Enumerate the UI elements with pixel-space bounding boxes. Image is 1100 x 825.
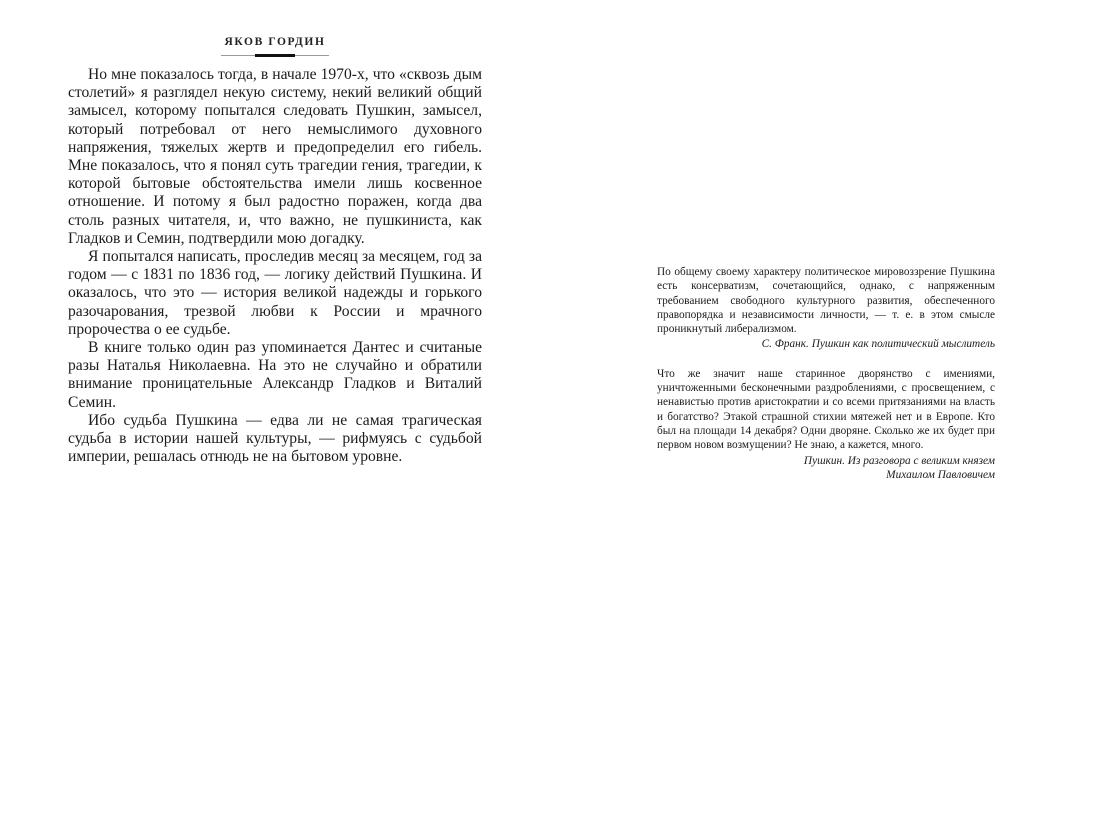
epigraph-source-line-1: Пушкин. Из разговора с великим князем [803, 454, 995, 467]
paragraph: Я попытался написать, проследив месяц за месяцем, год за годом — с 1831 по 1836 год, — логику действий Пушкина. И оказалось, что это — история великой надежды и горького разочарования, трезвой любви к России и мрачного пророчества о ее судьбе. [68, 248, 482, 338]
epigraph-text: Что же значит наше старинное дворянство с имениями, уничтоженными бесконечными раздроблениями, с просвещением, с ненавистью против аристократии и со всеми притязаниями на власть и богатство? Этакой страшной стихии мятежей нет и в Европе. Кто был на площади 14 декабря? Одни дворяне. Сколько же их будет при первом новом возмущении? Не знаю, а кажется, много. [657, 367, 995, 452]
epigraph-frank [657, 265, 995, 352]
running-head-rule-accent [255, 54, 295, 57]
right-page [550, 0, 1100, 825]
paragraph: Но мне показалось тогда, в начале 1970-х, что «сквозь дым столетий» я разглядел некую систему, некий великий общий замысел, которому попытался следовать Пушкин, замысел, который потребовал от него немыслимого духовного напряжения, тяжелых жертв и предопределил его гибель. Мне показалось, что я понял суть трагедии гения, трагедии, к которой бытовые обстоятельства имели лишь косвенное отношение. И потому я был радостно поражен, когда два столь разных читателя, и, что важно, не пушкиниста, как Гладков и Семин, подтвердили мою догадку. [68, 66, 482, 247]
paragraph: В книге только один раз упоминается Дантес и считаные разы Наталья Николаевна. На это не случайно и обратили внимание проницательные Александр Гладков и Виталий Семин. [68, 339, 482, 411]
running-head: ЯКОВ ГОРДИН [224, 36, 326, 48]
paragraph: Ибо судьба Пушкина — едва ли не самая трагическая судьба в истории нашей культуры, — рифмуясь с судьбой империи, решалась отнюдь не на бытовом уровне. [68, 411, 482, 466]
epigraphs [657, 265, 995, 482]
epigraph-text: По общему своему характеру политическое мировоззрение Пушкина есть консерватизм, сочетающийся, однако, с напряженным требованием свободного культурного развития, обеспеченного правопорядка и независимости личности, — т. е. в этом смысле проникнутый либерализмом. [657, 266, 995, 336]
epigraph-source-line-2: Михаилом Павловичем [886, 468, 995, 481]
body-text [68, 66, 482, 466]
epigraph-pushkin [657, 367, 995, 482]
epigraph-source: С. Франк. Пушкин как политический мыслитель [761, 338, 995, 351]
